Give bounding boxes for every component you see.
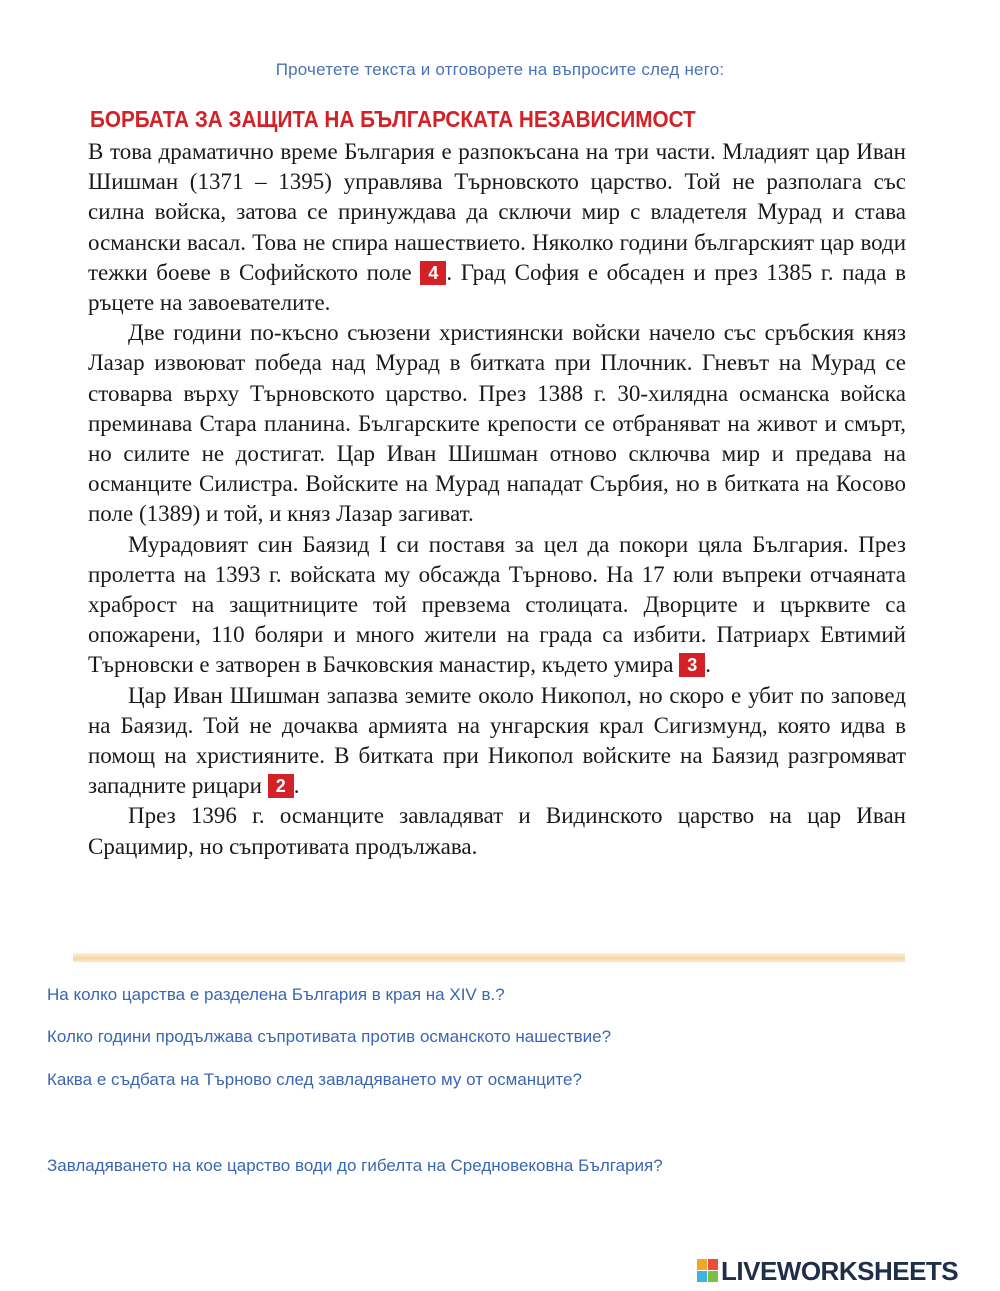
paragraph-3-text-b: . [705, 652, 711, 678]
map-reference-badge-2: 2 [268, 774, 294, 798]
liveworksheets-logo-icon [697, 1259, 719, 1283]
instruction-text: Прочетете текста и отговорете на въпросите след него: [275, 60, 725, 79]
map-reference-badge-4: 4 [420, 261, 446, 285]
question-3: Каква е съдбата на Търново след завладяването му от османците? [47, 1070, 582, 1089]
map-reference-badge-3: 3 [679, 653, 705, 677]
paragraph-4-text-a: Цар Иван Шишман запазва земите около Никопол, но скоро е убит по заповед на Баязид. Той не дочаква армията на унгарския крал Сигизмунд, която идва в помощ на християните. В битката при Никопол войските на Баязид разгромяват западните рицари [88, 682, 906, 799]
article [88, 106, 906, 862]
question-2: Колко години продължава съпротивата против османското нашествие? [47, 1027, 612, 1046]
paragraph-1 [88, 137, 906, 318]
question-4: Завладяването на кое царство води до гибелта на Средновековна България? [47, 1156, 663, 1175]
liveworksheets-logo [697, 1256, 958, 1286]
paragraph-3-text-a: Мурадовият син Баязид I си поставя за цел да покори цяла България. През пролетта на 1393 г. войската му обсажда Търново. На 17 юли въпреки отчаяната храброст на защитниците той превзема столицата. Дворците и църквите са опожарени, 110 боляри и много жители на града са избити. Патриарх Евтимий Търновски е затворен в Бачковския манастир, където умира [88, 531, 906, 678]
paragraph-1-text-a: В това драматично време България е разпокъсана на три части. Младият цар Иван Шишман (1371 – 1395) управлява Търновското царство. Той не разполага със силна войска, затова се принуждава да сключи мир с владетеля Мурад и става османски васал. Това не спира нашествието. Няколко години българският цар води тежки боеве в Софийското поле [88, 139, 906, 285]
article-heading: БОРБАТА ЗА ЗАЩИТА НА БЪЛГАРСКАТА НЕЗАВИСИМОСТ [90, 106, 696, 132]
paragraph-1-text-b: . Град София е обсаден и през 1385 г. пада в ръцете на завоевателите. [88, 259, 906, 316]
question-1: На колко царства е разделена България в края на XIV в.? [47, 985, 505, 1004]
paragraph-4 [88, 681, 906, 802]
liveworksheets-logo-text: LIVEWORKSHEETS [721, 1255, 959, 1286]
paragraph-5: През 1396 г. османците завладяват и Видинското царство на цар Иван Срацимир, но съпротивата продължава. [88, 803, 906, 859]
paragraph-2: Две години по-късно съюзени християнски войски начело със сръбския княз Лазар извоюват победа над Мурад в битката при Плочник. Гневът на Мурад се стоварва върху Търновското царство. През 1388 г. 30-хилядна османска войска преминава Стара планина. Българските крепости се отбраняват на живот и смърт, но силите не достигат. Цар Иван Шишман отново сключва мир и предава на османците Силистра. Войските на Мурад нападат Сърбия, но в битката на Косово поле (1389) и той, и княз Лазар загиват. [88, 320, 906, 527]
paragraph-4-text-b: . [293, 773, 300, 799]
paragraph-3 [88, 530, 906, 681]
section-divider [73, 953, 905, 962]
